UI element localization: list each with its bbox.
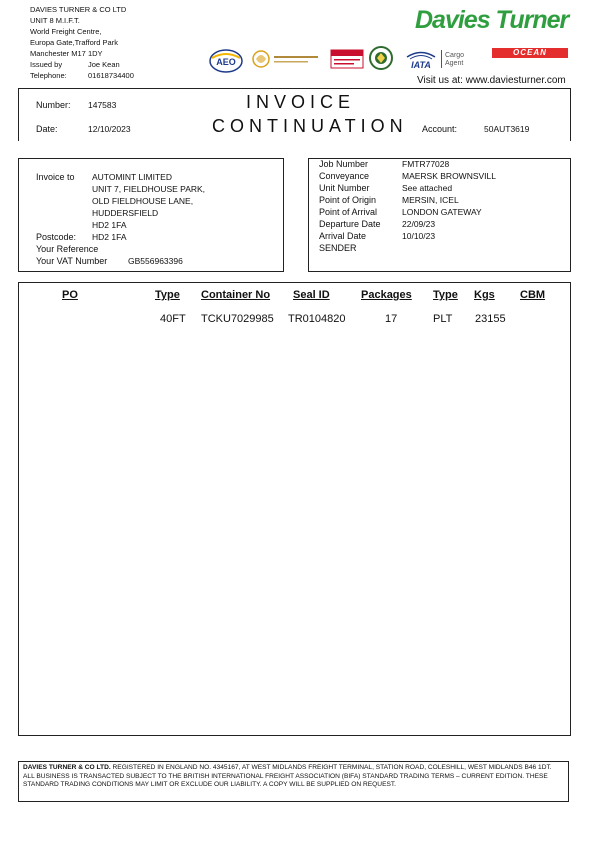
cell-package-type: PLT	[433, 313, 453, 325]
issued-by-value: Joe Kean	[88, 60, 120, 69]
sender-line: UNIT 8 M.I.F.T.	[30, 16, 80, 25]
postcode-value: HD2 1FA	[92, 232, 127, 242]
date-label: Date:	[36, 124, 58, 134]
address-line: AUTOMINT LIMITED	[92, 172, 172, 182]
job-row	[319, 218, 496, 230]
cell-container-no: TCKU7029985	[201, 313, 274, 325]
sender-address	[30, 4, 134, 81]
date-value: 12/10/2023	[88, 124, 131, 134]
job-row-value: See attached	[402, 183, 453, 193]
job-details	[319, 158, 496, 254]
job-row-value: FMTR77028	[402, 159, 450, 169]
sender-line: Europa Gate,Trafford Park	[30, 38, 118, 47]
job-row-label: Job Number	[319, 159, 369, 169]
award-logo-icon	[330, 48, 364, 74]
iata-logo-text: IATA	[411, 60, 431, 70]
col-header-kgs: Kgs	[474, 289, 495, 301]
col-header-type: Type	[155, 289, 180, 301]
job-row-label: Unit Number	[319, 183, 370, 193]
telephone-value: 01618734400	[88, 71, 134, 80]
address-line: UNIT 7, FIELDHOUSE PARK,	[92, 184, 206, 194]
crest-logo-icon	[368, 45, 394, 71]
cell-kgs: 23155	[475, 313, 506, 325]
col-header-package-type: Type	[433, 289, 458, 301]
job-row-label: SENDER	[319, 243, 357, 253]
sender-line: World Freight Centre,	[30, 27, 102, 36]
vat-value: GB556963396	[128, 256, 183, 266]
job-row	[319, 230, 496, 242]
postcode-label: Postcode:	[36, 232, 77, 242]
number-label: Number:	[36, 100, 71, 110]
invoice-to-label: Invoice to	[36, 172, 75, 182]
job-row	[319, 158, 496, 170]
job-row	[319, 194, 496, 206]
address-line: OLD FIELDHOUSE LANE,	[92, 196, 194, 206]
footer-terms	[18, 761, 569, 802]
job-row-value: 10/10/23	[402, 231, 436, 241]
job-row-label: Arrival Date	[319, 231, 367, 241]
col-header-po: PO	[62, 289, 78, 301]
issued-by-row	[30, 59, 134, 70]
aeo-logo-text: AEO	[216, 57, 236, 67]
ocean-banner: OCEAN	[492, 48, 568, 58]
telephone-row	[30, 70, 134, 81]
your-reference-label: Your Reference	[36, 244, 99, 254]
aeo-logo-icon	[208, 48, 244, 74]
trade-association-logo-icon	[252, 47, 322, 73]
cargo-agent-label: Cargo Agent	[445, 52, 465, 67]
job-row-value: 22/09/23	[402, 219, 436, 229]
footer-text: REGISTERED IN ENGLAND NO. 4345167, AT WEST MIDLANDS FREIGHT TERMINAL, STATION ROAD, COLESHILL, WEST MIDLANDS B46 1DT. ALL BUSINESS IS TRANSACTED SUBJECT TO THE BRITISH INTERNATIONAL FREIGHT ASSOCIATION (BIFA) STANDARD TRADING TERMS – CURRENT EDITION. THESE STANDARD TRADING CONDITIONS MAY LIMIT OR EXCLUDE OUR LIABILITY. A COPY WILL BE SUPPLIED ON REQUEST.	[23, 764, 552, 788]
address-line: HD2 1FA	[92, 220, 127, 230]
job-row-label: Point of Origin	[319, 195, 377, 205]
job-row	[319, 182, 496, 194]
job-row-value: LONDON GATEWAY	[402, 207, 482, 217]
account-value: 50AUT3619	[484, 124, 530, 134]
invoice-to-address	[92, 171, 205, 231]
col-header-seal-id: Seal ID	[293, 289, 330, 301]
job-row-label: Point of Arrival	[319, 207, 378, 217]
col-header-packages: Packages	[361, 289, 412, 301]
continuation-title: CONTINUATION	[212, 116, 408, 136]
issued-by-label: Issued by	[30, 60, 63, 69]
job-row	[319, 206, 496, 218]
logo-divider	[441, 50, 442, 68]
job-row-label: Conveyance	[319, 171, 370, 181]
invoice-title: INVOICE	[246, 92, 356, 112]
number-value: 147583	[88, 100, 117, 110]
footer-company: DAVIES TURNER & CO LTD.	[23, 764, 111, 771]
cell-packages: 17	[385, 313, 398, 325]
job-row	[319, 170, 496, 182]
telephone-label: Telephone:	[30, 71, 67, 80]
job-row-label: Departure Date	[319, 219, 381, 229]
address-line: HUDDERSFIELD	[92, 208, 159, 218]
job-row-value: MAERSK BROWNSVILL	[402, 171, 496, 181]
iata-logo-icon	[404, 48, 438, 74]
account-label: Account:	[422, 124, 458, 134]
vat-label: Your VAT Number	[36, 256, 108, 266]
job-row	[319, 242, 496, 254]
cell-type: 40FT	[160, 313, 186, 325]
col-header-container-no: Container No	[201, 289, 271, 301]
cell-seal-id: TR0104820	[288, 313, 346, 325]
col-header-cbm: CBM	[520, 289, 546, 301]
website-link[interactable]: Visit us at: www.daviesturner.com	[417, 75, 566, 86]
job-row-value: MERSIN, ICEL	[402, 195, 459, 205]
sender-line: DAVIES TURNER & CO LTD	[30, 5, 127, 14]
sender-line: Manchester M17 1DY	[30, 49, 103, 58]
goods-table-box	[18, 282, 571, 736]
davies-turner-logo: Davies Turner	[415, 6, 569, 34]
